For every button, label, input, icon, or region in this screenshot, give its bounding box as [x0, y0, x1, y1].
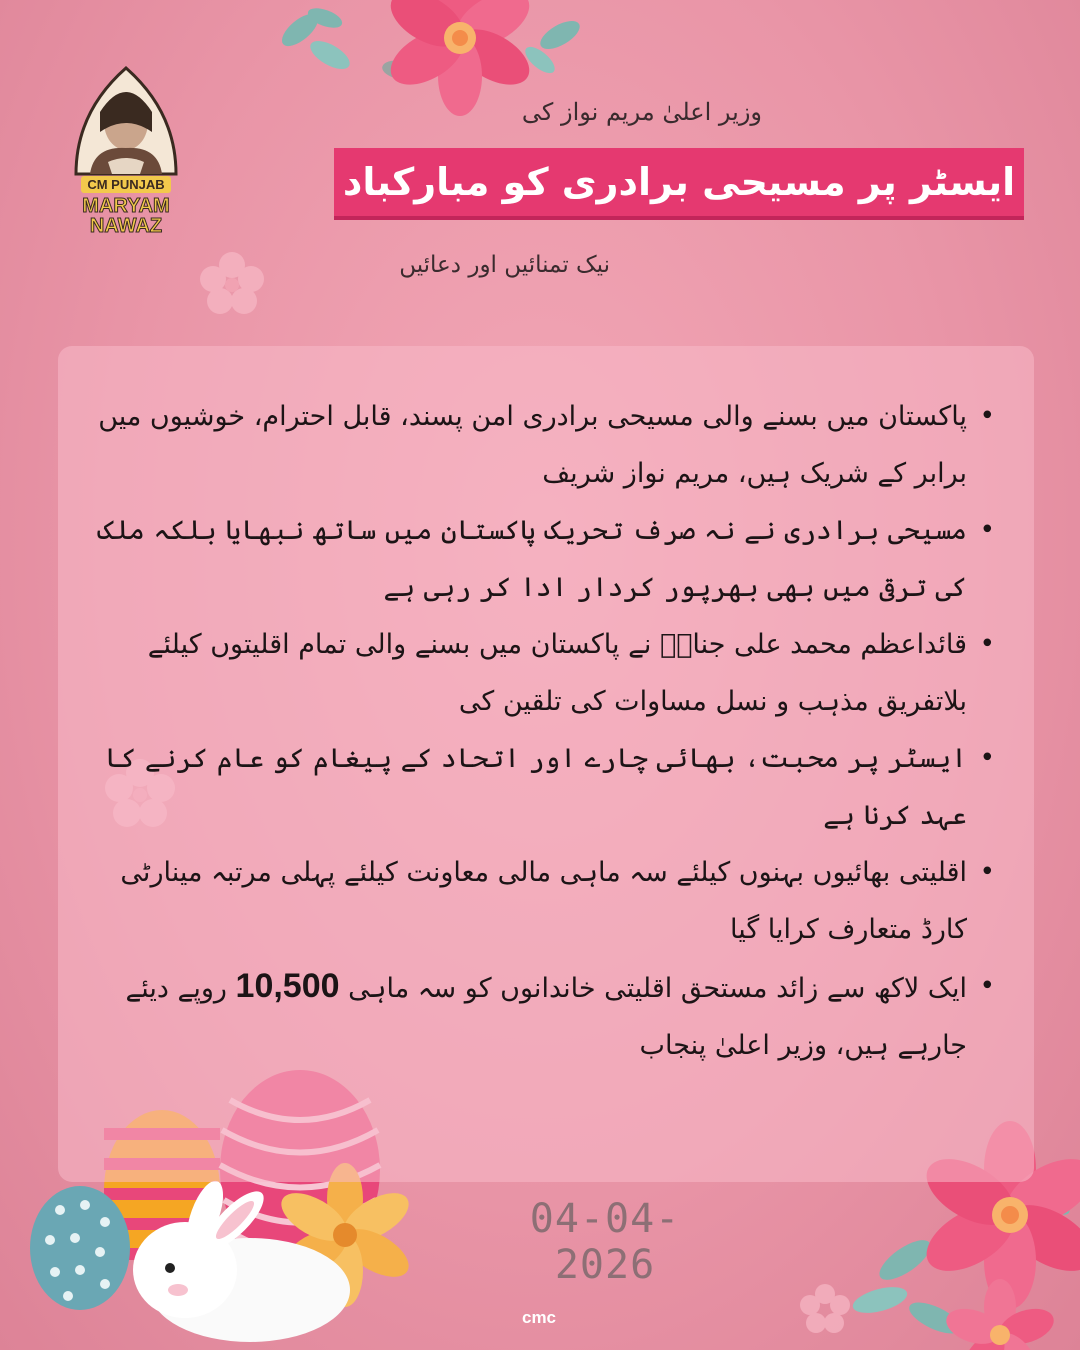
header-wishes: نیک تمنائیں اور دعائیں	[399, 252, 610, 278]
logo-line-3: NAWAZ	[89, 215, 163, 237]
list-item: • قائداعظم محمد علی جناحؒ نے پاکستان میں بسنے والی تمام اقلیتوں کیلئے بلاتفریق مذہب و نسل مساوات کی تلقین کی	[95, 616, 995, 730]
list-item	[95, 958, 995, 1074]
point-text-end: روپے دیئے جارہے ہیں، وزیر اعلیٰ پنجاب	[125, 973, 967, 1061]
list-item: • مسیحی برادری نے نہ صرف تحریک پاکستان میں ساتھ نبھایا بلکہ ملک کی ترقی میں بھی بھرپور کردار ادا کر رہی ہے	[95, 502, 995, 616]
amount-value: 10,500	[235, 967, 340, 1005]
cm-punjab-logo	[70, 176, 182, 236]
list-item: • پاکستان میں بسنے والی مسیحی برادری امن پسند، قابل احترام، خوشیوں میں برابر کے شریک ہیں، مریم نواز شریف	[95, 388, 995, 502]
logo-line-2: MARYAM	[82, 195, 170, 217]
credit-mark: cmc	[521, 1308, 557, 1327]
point-text-start: ایک لاکھ سے زائد مستحق اقلیتی خاندانوں کو سہ ماہی	[348, 973, 967, 1004]
pink-flower-top-icon	[381, 0, 538, 116]
pink-flower-small-icon	[942, 1279, 1058, 1350]
page-title: ایسٹر پر مسیحی برادری کو مبارکباد	[342, 160, 1016, 204]
list-item: • اقلیتی بھائیوں بہنوں کیلئے سہ ماہی مالی معاونت کیلئے پہلی مرتبہ مینارٹی کارڈ متعارف کرایا گیا	[95, 844, 995, 958]
blue-dotted-egg-icon	[30, 1186, 130, 1310]
logo-line-1: CM PUNJAB	[81, 176, 170, 193]
post-date: 04-04-2026	[529, 1196, 681, 1288]
header-subtitle: وزیر اعلیٰ مریم نواز کی	[521, 98, 762, 126]
message-points-list	[95, 388, 995, 1074]
list-item: • ایسٹر پر محبت، بھائی چارے اور اتحاد کے پیغام کو عام کرنے کا عہد کرنا ہے	[95, 730, 995, 844]
